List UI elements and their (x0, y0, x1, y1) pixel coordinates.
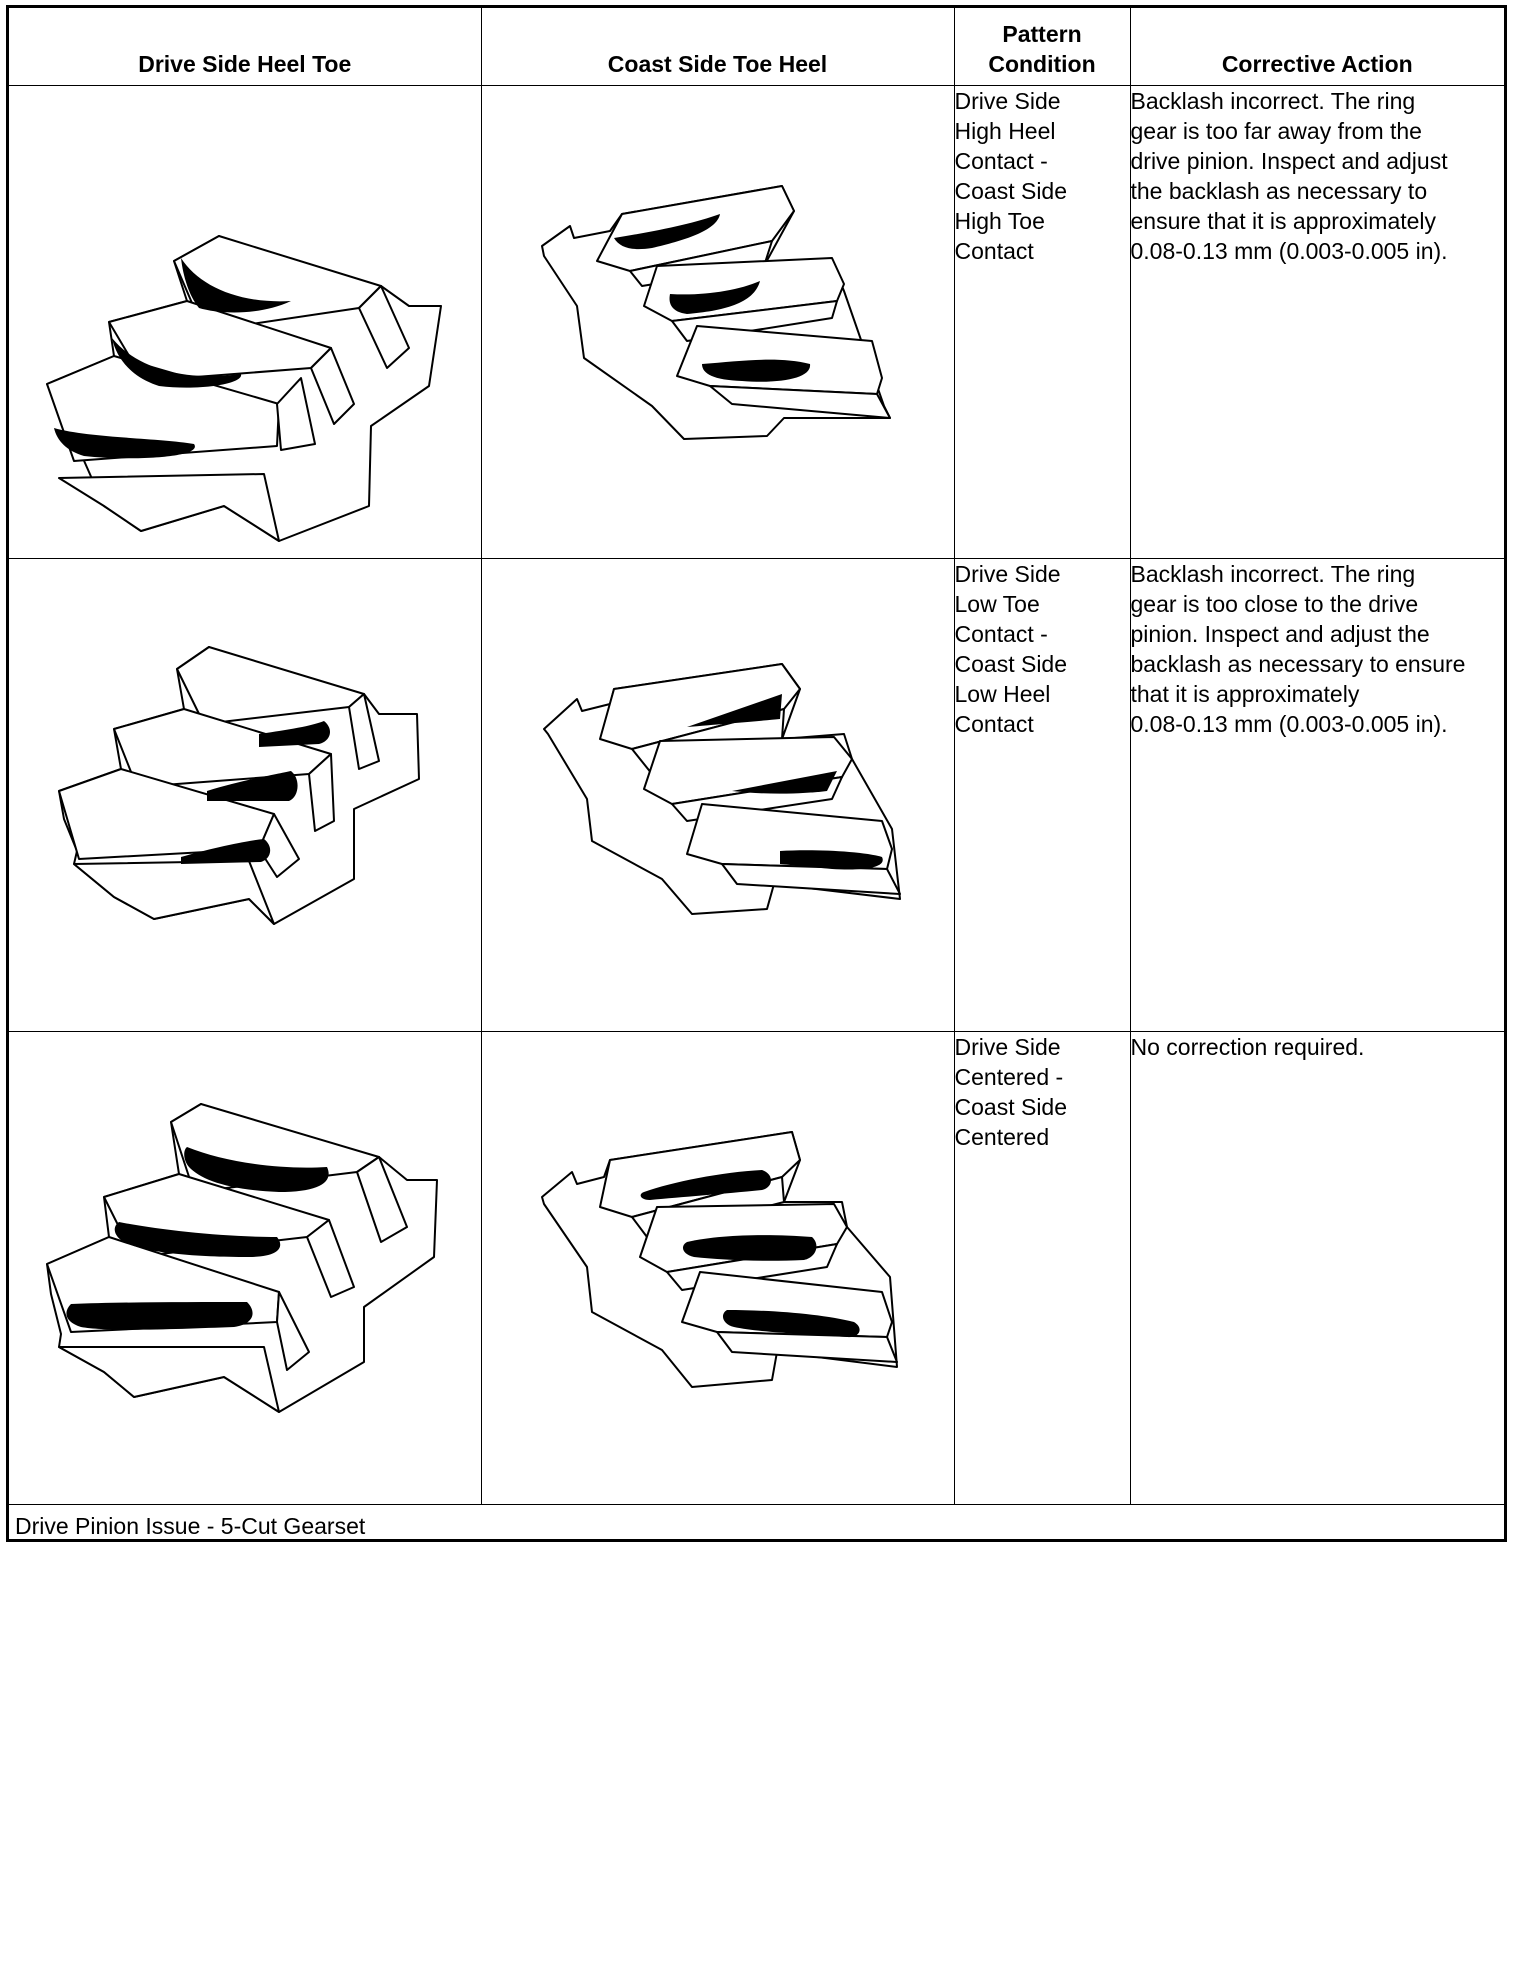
drive-gear-centered-illustration (9, 1032, 481, 1504)
table-row (9, 1032, 1504, 1505)
corrective-action-text: Backlash incorrect. The ring gear is too close to the drive pinion. Inspect and adjust the backlash as necessary to ensure that it is approximately 0.08-0.13 mm (0.003-0.005 in). (1130, 561, 1466, 737)
table-footer: Drive Pinion Issue - 5-Cut Gearset (9, 1505, 1504, 1978)
header-row (9, 8, 1504, 86)
coast-side-illustration-cell (481, 1032, 954, 1505)
table-row (9, 86, 1504, 559)
corrective-action-cell (1130, 559, 1504, 1032)
coast-gear-high-toe-illustration (482, 86, 954, 558)
gear-pattern-table (6, 5, 1507, 1542)
corrective-action-text: No correction required. (1130, 1034, 1365, 1060)
table-row (9, 559, 1504, 1032)
pattern-condition-text: Drive Side Low Toe Contact - Coast Side Low Heel Contact (954, 561, 1068, 737)
header-coast-side: Coast Side Toe Heel (481, 8, 954, 86)
pattern-condition-cell (954, 1032, 1130, 1505)
pattern-condition-cell (954, 559, 1130, 1032)
coast-gear-centered-illustration (482, 1032, 954, 1504)
corrective-action-cell (1130, 1032, 1504, 1505)
drive-side-illustration-cell (9, 559, 481, 1032)
header-pattern-condition-text: Pattern Condition (988, 21, 1096, 77)
pattern-condition-cell (954, 86, 1130, 559)
header-drive-side: Drive Side Heel Toe (9, 8, 481, 86)
drive-side-illustration-cell (9, 1032, 481, 1505)
header-corrective-action: Corrective Action (1130, 8, 1504, 86)
drive-gear-high-heel-illustration (9, 86, 481, 558)
header-pattern-condition (954, 8, 1130, 86)
pattern-table (9, 8, 1504, 1978)
coast-gear-low-heel-illustration (482, 559, 954, 1031)
coast-side-illustration-cell (481, 86, 954, 559)
pattern-condition-text: Drive Side High Heel Contact - Coast Side High Toe Contact (954, 88, 1068, 264)
drive-side-illustration-cell (9, 86, 481, 559)
corrective-action-text: Backlash incorrect. The ring gear is too far away from the drive pinion. Inspect and adjust the backlash as necessary to ensure that it is approximately 0.08-0.13 mm (0.003-0.005 in). (1130, 88, 1448, 264)
corrective-action-cell (1130, 86, 1504, 559)
pattern-condition-text: Drive Side Centered - Coast Side Centered (954, 1034, 1068, 1150)
footer-row (9, 1505, 1504, 1978)
drive-gear-low-toe-illustration (9, 559, 481, 1031)
coast-side-illustration-cell (481, 559, 954, 1032)
